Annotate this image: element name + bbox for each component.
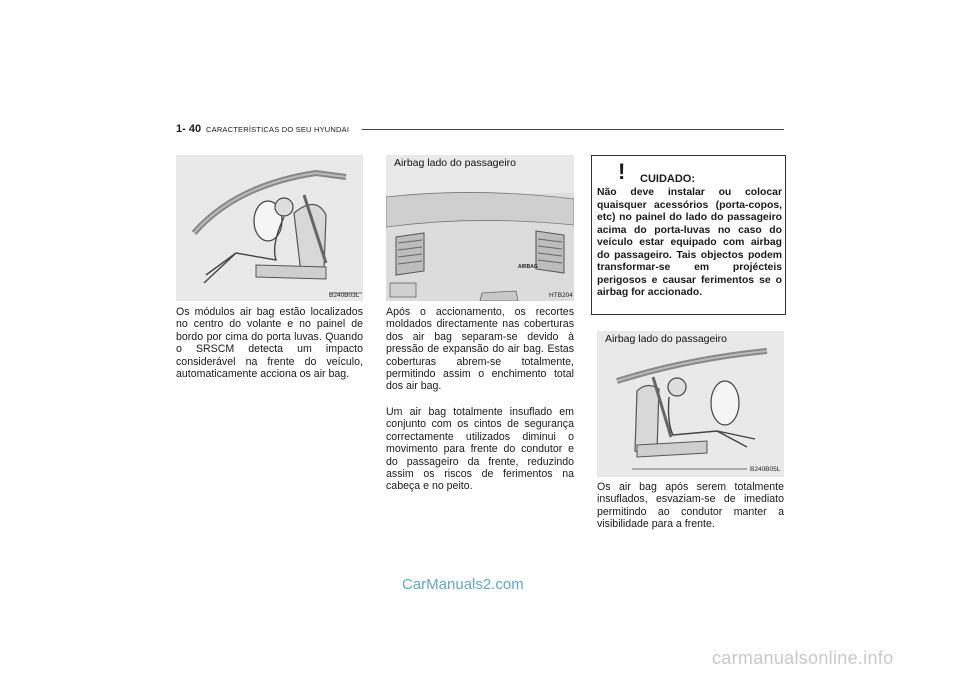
airbag-deployment-paragraph: Após o accionamento, os recortes moldados directamente nas coberturas dos air bag separam-se devido à pressão de expansão do air bag. Estas coberturas abrem-se totalmente, permitindo assim o enchimento total dos air bag.: [386, 306, 574, 393]
section-title: CARACTERÍSTICAS DO SEU HYUNDAI: [206, 125, 350, 134]
airbag-deflation-paragraph: Os air bag após serem totalmente insuflados, esvaziam-se de imediato permitindo ao condutor manter a visibilidade para a frente.: [597, 481, 784, 531]
figure-caption: Airbag lado do passageiro: [394, 157, 517, 169]
caution-text: Não deve instalar ou colocar quaisquer acessórios (porta-copos, etc) no painel do lado do passageiro acima do porta-luvas no caso do veículo estar equipado com airbag do passageiro. Tais objectos podem transformar-se em projécteis perigosos e causar ferimentos se o airbag for accionado.: [597, 187, 782, 298]
warning-icon: !: [618, 159, 626, 184]
watermark-carmanuals2: CarManuals2.com: [402, 576, 524, 593]
header-rule: [362, 129, 784, 130]
figure-code: HTB204: [549, 292, 573, 299]
passenger-airbag-drawing: [597, 331, 784, 477]
driver-airbag-illustration: [176, 155, 363, 301]
airbag-protection-paragraph: Um air bag totalmente insuflado em conjunto com os cintos de segurança correctamente utilizados diminui o movimento para frente do condutor e do passageiro da frente, reduzindo assim os riscos de ferimentos na cabeça e no peito.: [386, 406, 574, 493]
passenger-airbag-dashboard-illustration: [386, 155, 574, 301]
driver-airbag-drawing: [176, 155, 363, 301]
figure-code: B240B05L: [750, 466, 781, 473]
dashboard-drawing: [386, 155, 574, 301]
caution-title: CUIDADO:: [640, 173, 695, 185]
caution-box: [591, 155, 786, 315]
figure-code: B240B03L: [329, 292, 360, 299]
figure-caption: Airbag lado do passageiro: [605, 333, 728, 345]
passenger-airbag-side-illustration: [597, 331, 784, 477]
page-number: 1- 40: [176, 123, 202, 135]
dashboard-airbag-label: AIRBAG: [518, 264, 538, 270]
airbag-location-paragraph: Os módulos air bag estão localizados no centro do volante e no painel de bordo por cima do porta luvas. Quando o SRSCM detecta um impacto considerável na frente do veículo, automaticamente acciona os air bag.: [176, 306, 363, 381]
watermark-carmanualsonline: carmanualsonline.info: [712, 648, 894, 668]
